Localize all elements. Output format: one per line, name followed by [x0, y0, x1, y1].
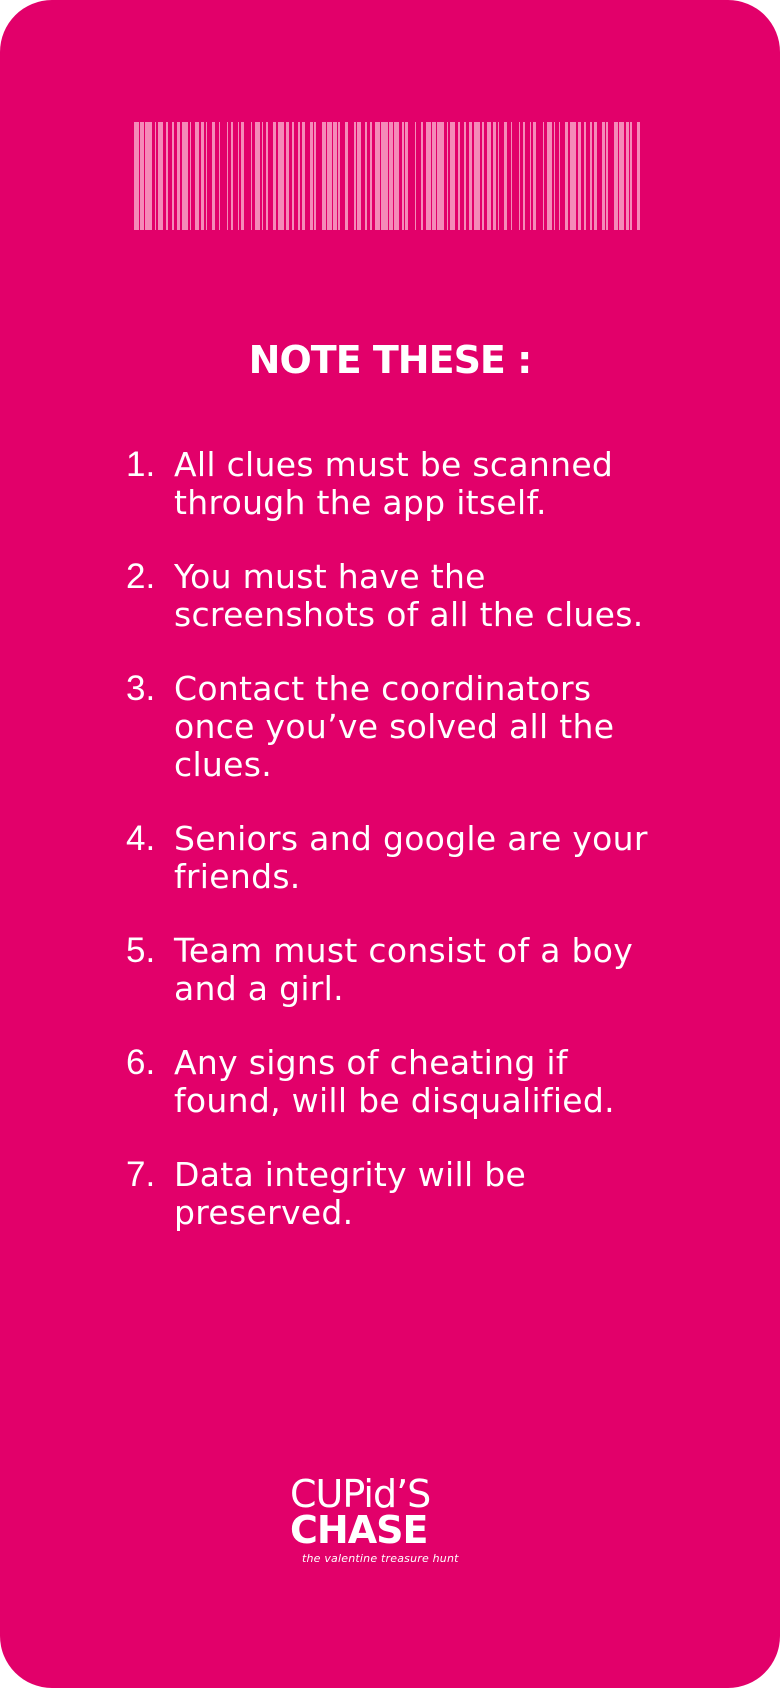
rule-number: 7.: [126, 1155, 156, 1194]
barcode-icon: [134, 122, 646, 230]
list-item: [126, 558, 666, 634]
logo-line-2: CHASE: [290, 1508, 428, 1552]
rule-text: Seniors and google are your friends.: [174, 819, 648, 896]
rule-number: 1.: [126, 445, 156, 484]
list-item: [126, 670, 666, 784]
rule-number: 5.: [126, 931, 156, 970]
rule-text: Data integrity will be preserved.: [174, 1155, 527, 1232]
list-item: [126, 932, 666, 1008]
rule-text: Contact the coordinators once you’ve solved all the clues.: [174, 669, 615, 784]
rule-number: 3.: [126, 669, 156, 708]
list-item: [126, 1156, 666, 1232]
rules-list: [126, 446, 666, 1268]
cupids-chase-logo: [290, 1472, 490, 1565]
rule-text: All clues must be scanned through the app itself.: [174, 445, 614, 522]
list-item: [126, 446, 666, 522]
logo-tagline: the valentine treasure hunt: [302, 1552, 459, 1565]
list-item: [126, 820, 666, 896]
logo-line-1: CUPid’S: [290, 1472, 431, 1516]
page-title: NOTE THESE :: [248, 338, 532, 382]
rule-text: Any signs of cheating if found, will be disqualified.: [174, 1043, 615, 1120]
rule-number: 4.: [126, 819, 156, 858]
rule-number: 6.: [126, 1043, 156, 1082]
rule-number: 2.: [126, 557, 156, 596]
rule-text: Team must consist of a boy and a girl.: [174, 931, 634, 1008]
list-item: [126, 1044, 666, 1120]
rule-text: You must have the screenshots of all the clues.: [174, 557, 644, 634]
